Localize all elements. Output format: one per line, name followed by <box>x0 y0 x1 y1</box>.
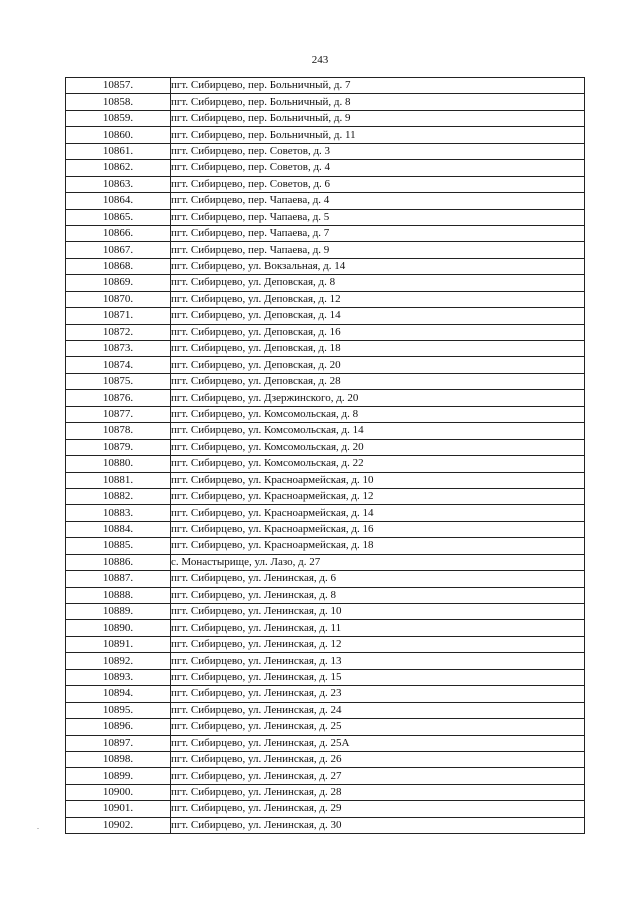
address-cell: пгт. Сибирцево, ул. Деповская, д. 28 <box>171 373 585 389</box>
table-row <box>66 768 585 784</box>
row-number-cell: 10873. <box>66 341 171 357</box>
address-cell: пгт. Сибирцево, пер. Чапаева, д. 7 <box>171 225 585 241</box>
row-number-cell: 10870. <box>66 291 171 307</box>
address-cell: пгт. Сибирцево, ул. Ленинская, д. 11 <box>171 620 585 636</box>
table-row <box>66 505 585 521</box>
address-cell: пгт. Сибирцево, ул. Красноармейская, д. 16 <box>171 521 585 537</box>
table-row <box>66 620 585 636</box>
address-cell: пгт. Сибирцево, пер. Советов, д. 6 <box>171 176 585 192</box>
table-row <box>66 373 585 389</box>
table-row <box>66 801 585 817</box>
address-cell: пгт. Сибирцево, ул. Ленинская, д. 29 <box>171 801 585 817</box>
table-row <box>66 538 585 554</box>
address-cell: пгт. Сибирцево, ул. Ленинская, д. 10 <box>171 604 585 620</box>
row-number-cell: 10900. <box>66 784 171 800</box>
table-row <box>66 702 585 718</box>
table-row <box>66 686 585 702</box>
row-number-cell: 10860. <box>66 127 171 143</box>
row-number-cell: 10872. <box>66 324 171 340</box>
table-row <box>66 554 585 570</box>
table-row <box>66 439 585 455</box>
table-row <box>66 357 585 373</box>
table-row <box>66 225 585 241</box>
table-row <box>66 456 585 472</box>
row-number-cell: 10862. <box>66 160 171 176</box>
row-number-cell: 10875. <box>66 373 171 389</box>
row-number-cell: 10882. <box>66 488 171 504</box>
row-number-cell: 10867. <box>66 242 171 258</box>
table-row <box>66 719 585 735</box>
margin-mark: . <box>37 822 39 831</box>
address-cell: пгт. Сибирцево, ул. Ленинская, д. 30 <box>171 817 585 833</box>
table-row <box>66 735 585 751</box>
row-number-cell: 10866. <box>66 225 171 241</box>
table-row <box>66 341 585 357</box>
page-number: 243 <box>311 54 329 66</box>
row-number-cell: 10883. <box>66 505 171 521</box>
table-row <box>66 488 585 504</box>
row-number-cell: 10869. <box>66 275 171 291</box>
address-cell: пгт. Сибирцево, ул. Деповская, д. 14 <box>171 308 585 324</box>
table-row <box>66 587 585 603</box>
address-cell: пгт. Сибирцево, ул. Ленинская, д. 8 <box>171 587 585 603</box>
address-cell: пгт. Сибирцево, ул. Ленинская, д. 12 <box>171 636 585 652</box>
row-number-cell: 10868. <box>66 258 171 274</box>
address-cell: пгт. Сибирцево, ул. Вокзальная, д. 14 <box>171 258 585 274</box>
address-cell: пгт. Сибирцево, ул. Красноармейская, д. 10 <box>171 472 585 488</box>
address-cell: пгт. Сибирцево, ул. Комсомольская, д. 14 <box>171 423 585 439</box>
table-row <box>66 291 585 307</box>
table-row <box>66 94 585 110</box>
address-cell: пгт. Сибирцево, ул. Ленинская, д. 23 <box>171 686 585 702</box>
row-number-cell: 10857. <box>66 78 171 94</box>
table-row <box>66 258 585 274</box>
table-row <box>66 636 585 652</box>
row-number-cell: 10880. <box>66 456 171 472</box>
table-row <box>66 127 585 143</box>
address-cell: пгт. Сибирцево, ул. Красноармейская, д. 12 <box>171 488 585 504</box>
row-number-cell: 10896. <box>66 719 171 735</box>
address-cell: пгт. Сибирцево, ул. Ленинская, д. 15 <box>171 669 585 685</box>
row-number-cell: 10874. <box>66 357 171 373</box>
address-cell: с. Монастырище, ул. Лазо, д. 27 <box>171 554 585 570</box>
address-cell: пгт. Сибирцево, ул. Ленинская, д. 25А <box>171 735 585 751</box>
row-number-cell: 10902. <box>66 817 171 833</box>
address-cell: пгт. Сибирцево, ул. Ленинская, д. 27 <box>171 768 585 784</box>
address-cell: пгт. Сибирцево, пер. Больничный, д. 7 <box>171 78 585 94</box>
table-row <box>66 817 585 833</box>
table-row <box>66 308 585 324</box>
row-number-cell: 10879. <box>66 439 171 455</box>
address-cell: пгт. Сибирцево, ул. Деповская, д. 16 <box>171 324 585 340</box>
address-cell: пгт. Сибирцево, пер. Чапаева, д. 4 <box>171 193 585 209</box>
address-cell: пгт. Сибирцево, ул. Деповская, д. 18 <box>171 341 585 357</box>
row-number-cell: 10876. <box>66 390 171 406</box>
table-row <box>66 751 585 767</box>
table-row <box>66 653 585 669</box>
row-number-cell: 10877. <box>66 406 171 422</box>
row-number-cell: 10863. <box>66 176 171 192</box>
row-number-cell: 10891. <box>66 636 171 652</box>
table-row <box>66 143 585 159</box>
table-row <box>66 193 585 209</box>
row-number-cell: 10899. <box>66 768 171 784</box>
row-number-cell: 10861. <box>66 143 171 159</box>
table-row <box>66 209 585 225</box>
table-row <box>66 571 585 587</box>
address-cell: пгт. Сибирцево, ул. Деповская, д. 8 <box>171 275 585 291</box>
row-number-cell: 10859. <box>66 110 171 126</box>
table-row <box>66 324 585 340</box>
address-cell: пгт. Сибирцево, ул. Красноармейская, д. 14 <box>171 505 585 521</box>
address-cell: пгт. Сибирцево, ул. Комсомольская, д. 20 <box>171 439 585 455</box>
row-number-cell: 10890. <box>66 620 171 636</box>
table-row <box>66 604 585 620</box>
address-cell: пгт. Сибирцево, ул. Ленинская, д. 13 <box>171 653 585 669</box>
address-cell: пгт. Сибирцево, пер. Больничный, д. 8 <box>171 94 585 110</box>
row-number-cell: 10887. <box>66 571 171 587</box>
row-number-cell: 10893. <box>66 669 171 685</box>
table-row <box>66 275 585 291</box>
table-row <box>66 406 585 422</box>
row-number-cell: 10894. <box>66 686 171 702</box>
table-row <box>66 390 585 406</box>
address-table <box>65 77 585 834</box>
table-row <box>66 784 585 800</box>
table-row <box>66 78 585 94</box>
address-cell: пгт. Сибирцево, ул. Комсомольская, д. 8 <box>171 406 585 422</box>
address-cell: пгт. Сибирцево, ул. Ленинская, д. 25 <box>171 719 585 735</box>
address-cell: пгт. Сибирцево, ул. Деповская, д. 20 <box>171 357 585 373</box>
row-number-cell: 10881. <box>66 472 171 488</box>
address-cell: пгт. Сибирцево, ул. Комсомольская, д. 22 <box>171 456 585 472</box>
row-number-cell: 10871. <box>66 308 171 324</box>
row-number-cell: 10884. <box>66 521 171 537</box>
row-number-cell: 10892. <box>66 653 171 669</box>
table-body <box>66 78 585 834</box>
row-number-cell: 10885. <box>66 538 171 554</box>
address-cell: пгт. Сибирцево, ул. Красноармейская, д. 18 <box>171 538 585 554</box>
table-row <box>66 472 585 488</box>
row-number-cell: 10897. <box>66 735 171 751</box>
table-row <box>66 423 585 439</box>
row-number-cell: 10898. <box>66 751 171 767</box>
row-number-cell: 10864. <box>66 193 171 209</box>
table-row <box>66 669 585 685</box>
table-row <box>66 160 585 176</box>
address-cell: пгт. Сибирцево, ул. Ленинская, д. 28 <box>171 784 585 800</box>
address-cell: пгт. Сибирцево, пер. Больничный, д. 9 <box>171 110 585 126</box>
table-row <box>66 176 585 192</box>
row-number-cell: 10888. <box>66 587 171 603</box>
address-cell: пгт. Сибирцево, пер. Советов, д. 4 <box>171 160 585 176</box>
row-number-cell: 10895. <box>66 702 171 718</box>
address-cell: пгт. Сибирцево, пер. Советов, д. 3 <box>171 143 585 159</box>
row-number-cell: 10858. <box>66 94 171 110</box>
row-number-cell: 10878. <box>66 423 171 439</box>
address-cell: пгт. Сибирцево, пер. Чапаева, д. 5 <box>171 209 585 225</box>
table-row <box>66 110 585 126</box>
address-cell: пгт. Сибирцево, пер. Чапаева, д. 9 <box>171 242 585 258</box>
row-number-cell: 10865. <box>66 209 171 225</box>
address-cell: пгт. Сибирцево, ул. Деповская, д. 12 <box>171 291 585 307</box>
address-cell: пгт. Сибирцево, ул. Ленинская, д. 26 <box>171 751 585 767</box>
address-cell: пгт. Сибирцево, ул. Дзержинского, д. 20 <box>171 390 585 406</box>
address-cell: пгт. Сибирцево, ул. Ленинская, д. 24 <box>171 702 585 718</box>
row-number-cell: 10901. <box>66 801 171 817</box>
address-cell: пгт. Сибирцево, ул. Ленинская, д. 6 <box>171 571 585 587</box>
row-number-cell: 10886. <box>66 554 171 570</box>
address-cell: пгт. Сибирцево, пер. Больничный, д. 11 <box>171 127 585 143</box>
row-number-cell: 10889. <box>66 604 171 620</box>
table-row <box>66 521 585 537</box>
table-row <box>66 242 585 258</box>
